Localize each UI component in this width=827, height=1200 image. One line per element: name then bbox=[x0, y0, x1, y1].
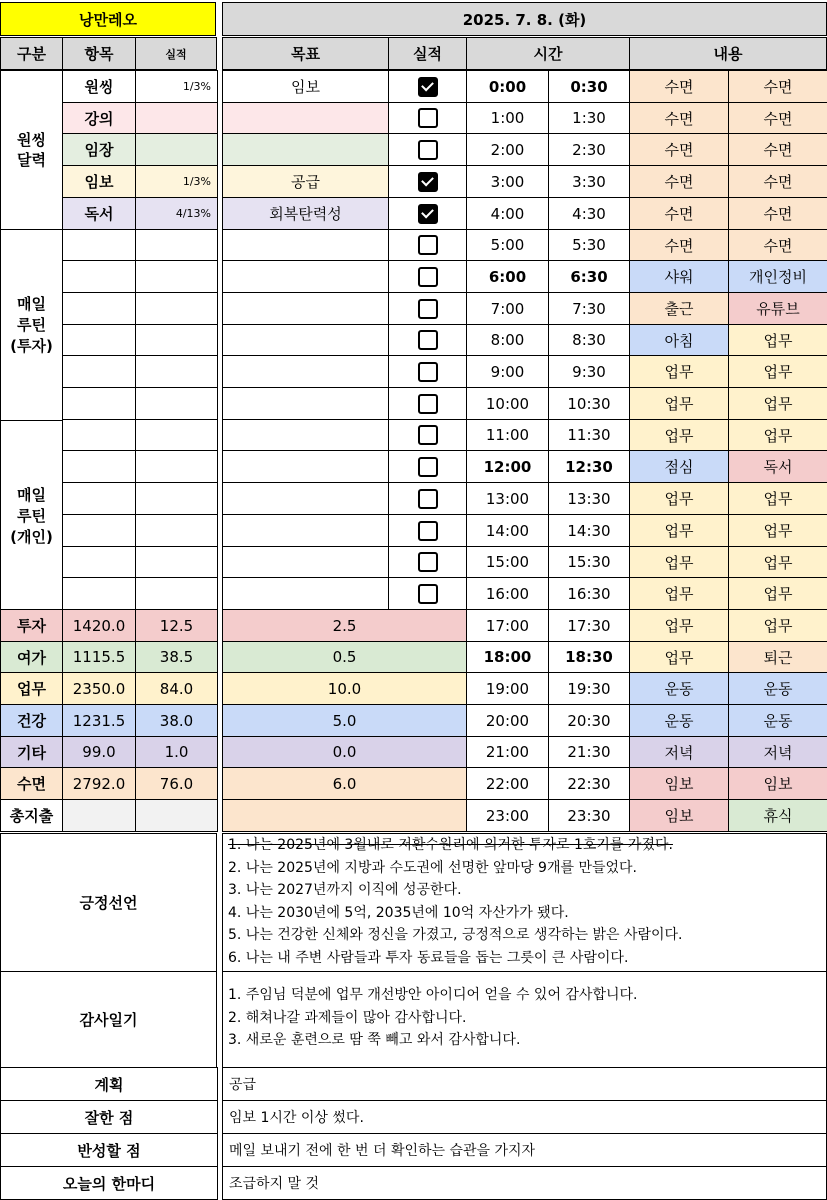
time-end: 7:30 bbox=[548, 292, 630, 325]
time-end: 10:30 bbox=[548, 387, 630, 420]
total-expense-actual bbox=[135, 799, 218, 832]
checkbox-unchecked[interactable] bbox=[418, 584, 438, 604]
goal-cell[interactable] bbox=[222, 419, 389, 451]
activity-second-half[interactable]: 업무 bbox=[728, 419, 827, 451]
time-start: 14:00 bbox=[466, 514, 549, 547]
onething-ratio: 4/13% bbox=[135, 197, 218, 230]
text-line: 2. 나는 2025년에 지방과 수도권에 선명한 앞마당 9개를 만들었다. bbox=[228, 859, 637, 876]
goal-cell[interactable] bbox=[222, 292, 389, 325]
routine-item[interactable] bbox=[62, 387, 136, 420]
gratitude-label: 감사일기 bbox=[0, 971, 217, 1068]
activity-first-half[interactable]: 임보 bbox=[629, 799, 729, 832]
checkbox-cell[interactable] bbox=[388, 324, 467, 356]
checkbox-cell[interactable] bbox=[388, 482, 467, 515]
time-start: 17:00 bbox=[466, 609, 549, 642]
time-end: 20:30 bbox=[548, 704, 630, 737]
time-end: 23:30 bbox=[548, 799, 630, 832]
time-end: 21:30 bbox=[548, 736, 630, 768]
time-end: 11:30 bbox=[548, 419, 630, 451]
activity-second-half[interactable]: 업무 bbox=[728, 609, 827, 642]
time-start: 16:00 bbox=[466, 577, 549, 610]
checkbox-unchecked[interactable] bbox=[418, 108, 438, 128]
text-line: 2. 해쳐나갈 과제들이 많아 감사합니다. bbox=[228, 1009, 467, 1026]
footer-value[interactable]: 임보 1시간 이상 썼다. bbox=[222, 1100, 827, 1134]
group-label-routine-invest: 매일 루틴 (투자) bbox=[0, 229, 63, 421]
time-start: 6:00 bbox=[466, 260, 549, 293]
goal-cell[interactable]: 임보 bbox=[222, 70, 389, 103]
routine-item[interactable] bbox=[62, 514, 136, 547]
time-end: 9:30 bbox=[548, 355, 630, 388]
footer-value[interactable]: 메일 보내기 전에 한 번 더 확인하는 습관을 가지자 bbox=[222, 1133, 827, 1167]
goal-cell[interactable]: 공급 bbox=[222, 165, 389, 198]
activity-second-half[interactable]: 업무 bbox=[728, 324, 827, 356]
activity-second-half[interactable]: 운동 bbox=[728, 672, 827, 705]
checkbox-unchecked[interactable] bbox=[418, 521, 438, 541]
goal-cell[interactable] bbox=[222, 102, 389, 134]
time-end: 19:30 bbox=[548, 672, 630, 705]
activity-first-half[interactable]: 점심 bbox=[629, 450, 729, 483]
time-end: 22:30 bbox=[548, 767, 630, 800]
activity-second-half[interactable]: 퇴근 bbox=[728, 641, 827, 673]
routine-ratio[interactable] bbox=[135, 450, 218, 483]
checkbox-cell[interactable] bbox=[388, 229, 467, 261]
time-end: 0:30 bbox=[548, 70, 630, 103]
time-start: 8:00 bbox=[466, 324, 549, 356]
onething-item: 임보 bbox=[62, 165, 136, 198]
activity-first-half[interactable]: 임보 bbox=[629, 767, 729, 800]
routine-item[interactable] bbox=[62, 482, 136, 515]
routine-item[interactable] bbox=[62, 229, 136, 261]
checkbox-unchecked[interactable] bbox=[418, 457, 438, 477]
activity-second-half[interactable]: 휴식 bbox=[728, 799, 827, 832]
time-start: 7:00 bbox=[466, 292, 549, 325]
goal-cell[interactable]: 회복탄력성 bbox=[222, 197, 389, 230]
activity-second-half[interactable]: 수면 bbox=[728, 229, 827, 261]
time-end: 8:30 bbox=[548, 324, 630, 356]
time-end: 17:30 bbox=[548, 609, 630, 642]
activity-first-half[interactable]: 운동 bbox=[629, 672, 729, 705]
text-line: 6. 나는 내 주변 사람들과 투자 동료들을 돕는 그릇이 큰 사람이다. bbox=[228, 949, 629, 966]
activity-first-half[interactable]: 수면 bbox=[629, 102, 729, 134]
time-end: 5:30 bbox=[548, 229, 630, 261]
time-end: 16:30 bbox=[548, 577, 630, 610]
onething-ratio: 1/3% bbox=[135, 165, 218, 198]
summary-actual: 76.0 bbox=[135, 767, 218, 800]
summary-goal: 0.0 bbox=[222, 736, 467, 768]
checkbox-checked[interactable] bbox=[418, 77, 438, 97]
summary-goal: 5.0 bbox=[222, 704, 467, 737]
activity-first-half[interactable]: 수면 bbox=[629, 165, 729, 198]
goal-cell[interactable] bbox=[222, 229, 389, 261]
activity-second-half[interactable]: 유튜브 bbox=[728, 292, 827, 325]
checkbox-cell[interactable] bbox=[388, 292, 467, 325]
routine-item[interactable] bbox=[62, 546, 136, 578]
goal-cell[interactable] bbox=[222, 450, 389, 483]
footer-value[interactable]: 조급하지 말 것 bbox=[222, 1166, 827, 1200]
summary-goal: 10.0 bbox=[222, 672, 467, 705]
activity-second-half[interactable]: 독서 bbox=[728, 450, 827, 483]
checkbox-checked[interactable] bbox=[418, 204, 438, 224]
activity-second-half[interactable]: 업무 bbox=[728, 355, 827, 388]
onething-item: 독서 bbox=[62, 197, 136, 230]
routine-ratio[interactable] bbox=[135, 514, 218, 547]
footer-value[interactable]: 공급 bbox=[222, 1067, 827, 1101]
goal-cell[interactable] bbox=[222, 133, 389, 166]
checkbox-unchecked[interactable] bbox=[418, 552, 438, 572]
summary-total: 99.0 bbox=[62, 736, 136, 768]
activity-second-half[interactable]: 업무 bbox=[728, 546, 827, 578]
activity-first-half[interactable]: 업무 bbox=[629, 546, 729, 578]
text-line: 3. 새로운 훈련으로 땀 쭉 빼고 와서 감사합니다. bbox=[228, 1032, 521, 1049]
summary-label: 건강 bbox=[0, 704, 63, 737]
activity-second-half[interactable]: 업무 bbox=[728, 387, 827, 420]
activity-second-half[interactable]: 수면 bbox=[728, 197, 827, 230]
routine-ratio[interactable] bbox=[135, 355, 218, 388]
goal-cell[interactable] bbox=[222, 546, 389, 578]
summary-goal: 0.5 bbox=[222, 641, 467, 673]
goal-cell[interactable] bbox=[222, 577, 389, 610]
summary-goal: 6.0 bbox=[222, 767, 467, 800]
text-line: 1. 나는 2025년에 3월내로 저환수원리에 의거한 투자로 1호기를 가졌다. bbox=[228, 837, 673, 853]
goal-cell[interactable] bbox=[222, 260, 389, 293]
checkbox-cell[interactable] bbox=[388, 546, 467, 578]
routine-item[interactable] bbox=[62, 260, 136, 293]
goal-cell[interactable] bbox=[222, 387, 389, 420]
activity-first-half[interactable]: 업무 bbox=[629, 419, 729, 451]
activity-first-half[interactable]: 수면 bbox=[629, 70, 729, 103]
activity-first-half[interactable]: 업무 bbox=[629, 514, 729, 547]
total-expense-goal bbox=[222, 799, 467, 832]
group-label-onething: 원씽 달력 bbox=[0, 70, 63, 230]
goal-cell[interactable] bbox=[222, 355, 389, 388]
time-start: 19:00 bbox=[466, 672, 549, 705]
activity-second-half[interactable]: 수면 bbox=[728, 70, 827, 103]
time-start: 18:00 bbox=[466, 641, 549, 673]
routine-item[interactable] bbox=[62, 355, 136, 388]
activity-first-half[interactable]: 업무 bbox=[629, 387, 729, 420]
checkbox-cell[interactable] bbox=[388, 102, 467, 134]
summary-total: 2350.0 bbox=[62, 672, 136, 705]
summary-label: 투자 bbox=[0, 609, 63, 642]
goal-cell[interactable] bbox=[222, 324, 389, 356]
checkbox-cell[interactable] bbox=[388, 197, 467, 230]
onething-item: 강의 bbox=[62, 102, 136, 134]
time-start: 12:00 bbox=[466, 450, 549, 483]
summary-total: 1231.5 bbox=[62, 704, 136, 737]
col-header-time: 시간 bbox=[466, 37, 630, 70]
goal-cell[interactable] bbox=[222, 482, 389, 515]
summary-total: 1420.0 bbox=[62, 609, 136, 642]
text-line: 5. 나는 건강한 신체와 정신을 가졌고, 긍정적으로 생각하는 밝은 사람이다. bbox=[228, 927, 683, 944]
summary-actual: 38.0 bbox=[135, 704, 218, 737]
routine-item[interactable] bbox=[62, 324, 136, 356]
activity-first-half[interactable]: 아침 bbox=[629, 324, 729, 356]
activity-second-half[interactable]: 임보 bbox=[728, 767, 827, 800]
time-end: 6:30 bbox=[548, 260, 630, 293]
time-end: 3:30 bbox=[548, 165, 630, 198]
time-start: 3:00 bbox=[466, 165, 549, 198]
time-start: 4:00 bbox=[466, 197, 549, 230]
time-end: 2:30 bbox=[548, 133, 630, 166]
checkbox-cell[interactable] bbox=[388, 450, 467, 483]
checkbox-cell[interactable] bbox=[388, 260, 467, 293]
col-header-goal: 목표 bbox=[222, 37, 389, 70]
footer-label: 계획 bbox=[0, 1067, 218, 1101]
routine-ratio[interactable] bbox=[135, 546, 218, 578]
text-line: 3. 나는 2027년까지 이직에 성공한다. bbox=[228, 882, 462, 899]
routine-ratio[interactable] bbox=[135, 229, 218, 261]
time-start: 22:00 bbox=[466, 767, 549, 800]
group-label-routine-personal: 매일 루틴 (개인) bbox=[0, 420, 63, 612]
col-header-category: 구분 bbox=[0, 37, 63, 70]
activity-first-half[interactable]: 운동 bbox=[629, 704, 729, 737]
time-end: 12:30 bbox=[548, 450, 630, 483]
col-header-actual-small: 실적 bbox=[135, 37, 217, 70]
routine-item[interactable] bbox=[62, 450, 136, 483]
time-start: 15:00 bbox=[466, 546, 549, 578]
summary-label: 기타 bbox=[0, 736, 63, 768]
col-header-item: 항목 bbox=[62, 37, 136, 70]
routine-ratio[interactable] bbox=[135, 577, 218, 610]
summary-actual: 1.0 bbox=[135, 736, 218, 768]
col-header-content: 내용 bbox=[629, 37, 827, 70]
checkbox-unchecked[interactable] bbox=[418, 140, 438, 160]
time-start: 5:00 bbox=[466, 229, 549, 261]
summary-total: 1115.5 bbox=[62, 641, 136, 673]
summary-goal: 2.5 bbox=[222, 609, 467, 642]
summary-actual: 38.5 bbox=[135, 641, 218, 673]
time-end: 1:30 bbox=[548, 102, 630, 134]
onething-ratio bbox=[135, 133, 218, 166]
onething-ratio: 1/3% bbox=[135, 70, 218, 103]
time-end: 18:30 bbox=[548, 641, 630, 673]
checkbox-cell[interactable] bbox=[388, 133, 467, 166]
time-start: 11:00 bbox=[466, 419, 549, 451]
activity-second-half[interactable]: 수면 bbox=[728, 102, 827, 134]
activity-second-half[interactable]: 수면 bbox=[728, 133, 827, 166]
routine-ratio[interactable] bbox=[135, 324, 218, 356]
summary-actual: 84.0 bbox=[135, 672, 218, 705]
activity-first-half[interactable]: 업무 bbox=[629, 641, 729, 673]
activity-first-half[interactable]: 업무 bbox=[629, 609, 729, 642]
summary-label: 업무 bbox=[0, 672, 63, 705]
checkbox-unchecked[interactable] bbox=[418, 394, 438, 414]
activity-first-half[interactable]: 출근 bbox=[629, 292, 729, 325]
checkbox-cell[interactable] bbox=[388, 514, 467, 547]
time-end: 13:30 bbox=[548, 482, 630, 515]
onething-ratio bbox=[135, 102, 218, 134]
checkbox-cell[interactable] bbox=[388, 165, 467, 198]
activity-first-half[interactable]: 업무 bbox=[629, 482, 729, 515]
total-expense-label: 총지출 bbox=[0, 799, 63, 832]
routine-ratio[interactable] bbox=[135, 260, 218, 293]
date-header: 2025. 7. 8. (화) bbox=[222, 2, 827, 36]
time-start: 2:00 bbox=[466, 133, 549, 166]
activity-second-half[interactable]: 운동 bbox=[728, 704, 827, 737]
checkbox-cell[interactable] bbox=[388, 387, 467, 420]
footer-label: 오늘의 한마디 bbox=[0, 1166, 218, 1200]
onething-item: 원씽 bbox=[62, 70, 136, 103]
routine-item[interactable] bbox=[62, 292, 136, 325]
checkbox-unchecked[interactable] bbox=[418, 267, 438, 287]
checkbox-cell[interactable] bbox=[388, 70, 467, 103]
summary-total: 2792.0 bbox=[62, 767, 136, 800]
time-start: 1:00 bbox=[466, 102, 549, 134]
summary-label: 여가 bbox=[0, 641, 63, 673]
time-start: 21:00 bbox=[466, 736, 549, 768]
checkbox-checked[interactable] bbox=[418, 172, 438, 192]
checkbox-cell[interactable] bbox=[388, 577, 467, 610]
text-line: 1. 주임님 덕분에 업무 개선방안 아이디어 얻을 수 있어 감사합니다. bbox=[228, 987, 638, 1003]
checkbox-unchecked[interactable] bbox=[418, 362, 438, 382]
affirmations-label: 긍정선언 bbox=[0, 833, 217, 972]
footer-label: 잘한 점 bbox=[0, 1100, 218, 1134]
activity-first-half[interactable]: 업무 bbox=[629, 577, 729, 610]
time-start: 23:00 bbox=[466, 799, 549, 832]
checkbox-cell[interactable] bbox=[388, 419, 467, 451]
time-start: 20:00 bbox=[466, 704, 549, 737]
activity-first-half[interactable]: 수면 bbox=[629, 229, 729, 261]
gratitude-list bbox=[228, 984, 637, 1052]
time-start: 10:00 bbox=[466, 387, 549, 420]
routine-ratio[interactable] bbox=[135, 419, 218, 451]
time-end: 4:30 bbox=[548, 197, 630, 230]
time-end: 15:30 bbox=[548, 546, 630, 578]
checkbox-unchecked[interactable] bbox=[418, 299, 438, 319]
activity-second-half[interactable]: 개인정비 bbox=[728, 260, 827, 293]
routine-item[interactable] bbox=[62, 419, 136, 451]
activity-second-half[interactable]: 수면 bbox=[728, 165, 827, 198]
total-expense-value bbox=[62, 799, 136, 832]
time-start: 13:00 bbox=[466, 482, 549, 515]
goal-cell[interactable] bbox=[222, 514, 389, 547]
checkbox-unchecked[interactable] bbox=[418, 330, 438, 350]
footer-label: 반성할 점 bbox=[0, 1133, 218, 1167]
summary-label: 수면 bbox=[0, 767, 63, 800]
checkbox-unchecked[interactable] bbox=[418, 235, 438, 255]
checkbox-unchecked[interactable] bbox=[418, 425, 438, 445]
activity-first-half[interactable]: 업무 bbox=[629, 355, 729, 388]
routine-item[interactable] bbox=[62, 577, 136, 610]
col-header-actual: 실적 bbox=[388, 37, 467, 70]
routine-ratio[interactable] bbox=[135, 387, 218, 420]
time-end: 14:30 bbox=[548, 514, 630, 547]
activity-first-half[interactable]: 샤워 bbox=[629, 260, 729, 293]
activity-first-half[interactable]: 수면 bbox=[629, 197, 729, 230]
sheet-title: 낭만레오 bbox=[0, 2, 216, 36]
time-start: 0:00 bbox=[466, 70, 549, 103]
activity-first-half[interactable]: 수면 bbox=[629, 133, 729, 166]
checkbox-cell[interactable] bbox=[388, 355, 467, 388]
routine-ratio[interactable] bbox=[135, 482, 218, 515]
activity-second-half[interactable]: 저녁 bbox=[728, 736, 827, 768]
activity-second-half[interactable]: 업무 bbox=[728, 482, 827, 515]
activity-second-half[interactable]: 업무 bbox=[728, 577, 827, 610]
activity-first-half[interactable]: 저녁 bbox=[629, 736, 729, 768]
activity-second-half[interactable]: 업무 bbox=[728, 514, 827, 547]
summary-actual: 12.5 bbox=[135, 609, 218, 642]
time-start: 9:00 bbox=[466, 355, 549, 388]
onething-item: 임장 bbox=[62, 133, 136, 166]
affirmations-list bbox=[228, 834, 683, 970]
routine-ratio[interactable] bbox=[135, 292, 218, 325]
text-line: 4. 나는 2030년에 5억, 2035년에 10억 자산가가 됐다. bbox=[228, 904, 569, 921]
checkbox-unchecked[interactable] bbox=[418, 489, 438, 509]
